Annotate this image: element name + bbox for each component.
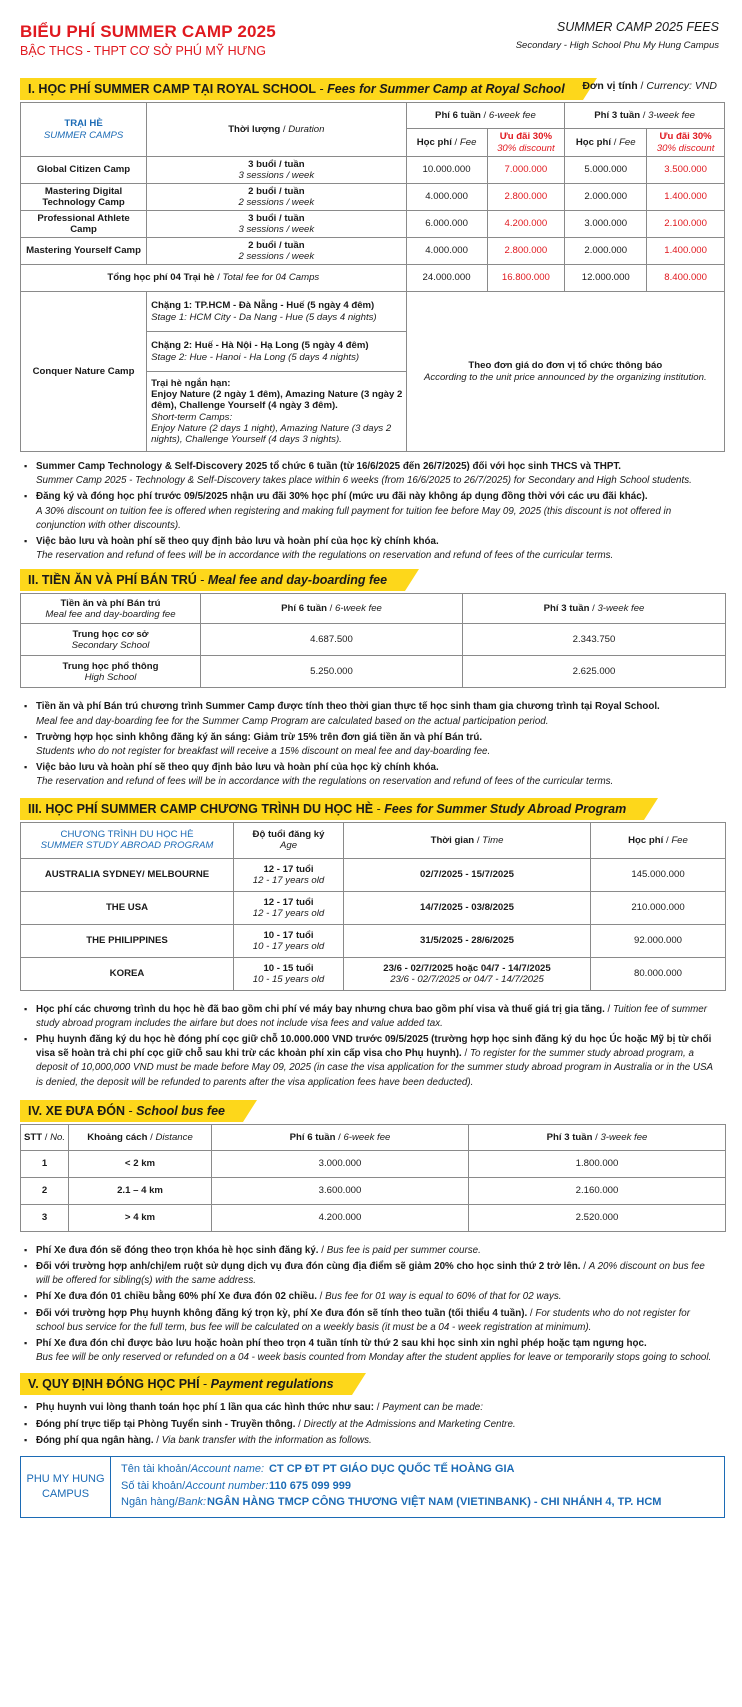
- discount-3w: 1.400.000: [647, 238, 725, 265]
- header-fee-6w: Học phí / Fee: [406, 129, 487, 157]
- header-3-week-fee: Phí 3 tuần / 3-week fee: [565, 103, 725, 129]
- camp-duration: 2 buổi / tuần 2 sessions / week: [147, 238, 407, 265]
- fee-3w: 2.000.000: [565, 184, 647, 211]
- header-3-week-fee: Phí 3 tuần / 3-week fee: [469, 1124, 726, 1150]
- section-5-notes: [20, 1397, 725, 1448]
- fee-6w: 4.000.000: [406, 184, 487, 211]
- list-item: ▪ Đối với trường hợp anh/chị/em ruột sử dụng dịch vụ đưa đón cùng địa điểm sẽ giảm 20% cho học sinh thứ 2 trở lên. / A 20% discount on bus fee will be offered for sibling(s) with the same address.: [24, 1260, 721, 1288]
- summer-camp-fee-table: [20, 102, 725, 452]
- stage-2: Chặng 2: Huế - Hà Nội - Hạ Long (5 ngày 4 đêm) Stage 2: Hue - Hanoi - Ha Long (5 days 4 nights): [147, 332, 407, 372]
- fee-3w: 5.000.000: [565, 157, 647, 184]
- list-item: ▪ Phí Xe đưa đón sẽ đóng theo trọn khóa hè học sinh đăng ký. / Bus fee is paid per summer course.: [24, 1244, 721, 1258]
- bank-info-box: [20, 1456, 725, 1518]
- table-row: [21, 157, 725, 184]
- table-row: 1 < 2 km 3.000.000 1.800.000: [21, 1150, 726, 1177]
- header-summer-camps: TRẠI HÈ SUMMER CAMPS: [21, 103, 147, 157]
- camp-duration: 3 buổi / tuần 3 sessions / week: [147, 157, 407, 184]
- camp-name: Mastering Digital Technology Camp: [21, 184, 147, 211]
- discount-3w: 2.100.000: [647, 211, 725, 238]
- total-discount-3w: 8.400.000: [647, 265, 725, 292]
- total-row: [21, 265, 725, 292]
- camp-duration: 2 buổi / tuần 2 sessions / week: [147, 184, 407, 211]
- list-item: ▪ Đăng ký và đóng học phí trước 09/5/2025 nhận ưu đãi 30% học phí (mức ưu đãi này không áp dụng đồng thời với các ưu đãi khác). A 30% discount on tuition fee is offered when registering and making full payment for tuition fee before May 09, 2025 (this discount is not offered in conjunction with other discounts).: [24, 490, 721, 533]
- header-fee: Học phí / Fee: [591, 822, 726, 858]
- table-row: Trung học cơ sở Secondary School 4.687.500 2.343.750: [21, 624, 726, 656]
- list-item: ▪ Đối với trường hợp Phụ huynh không đăng ký trọn kỳ, phí Xe đưa đón sẽ tính theo tuần (tối thiểu 4 tuần). / For students who do not register for school bus service for the full term, bus fee will be calculated on a weekly basis (it must be a 04 - week registration at minimum).: [24, 1307, 721, 1335]
- table-row: [21, 184, 725, 211]
- document-title: BIỂU PHÍ SUMMER CAMP 2025: [20, 22, 276, 41]
- document-title-en: SUMMER CAMP 2025 FEES: [556, 20, 719, 34]
- header-distance: Khoảng cách / Distance: [69, 1124, 212, 1150]
- list-item: ▪ Tiền ăn và phí Bán trú chương trình Summer Camp được tính theo thời gian thực tế học sinh tham gia chương trình tại Royal School. Meal fee and day-boarding fee for the Summer Camp Program are calculated based on the actual participation period.: [24, 700, 721, 728]
- table-row: KOREA 10 - 15 tuổi 10 - 15 years old 23/6 - 02/7/2025 hoặc 04/7 - 14/7/2025 23/6 - 02/7/2025 or 04/7 - 14/7/2025 80.000.000: [21, 957, 726, 990]
- total-discount-6w: 16.800.000: [487, 265, 565, 292]
- header-6-week-fee: Phí 6 tuần / 6-week fee: [406, 103, 565, 129]
- header-no: STT / No.: [21, 1124, 69, 1150]
- camp-name: Professional Athlete Camp: [21, 211, 147, 238]
- account-name-row: Tên tài khoản/Account name: CT CP ĐT PT GIÁO DỤC QUỐC TẾ HOÀNG GIA: [121, 1461, 714, 1478]
- fee-6w: 6.000.000: [406, 211, 487, 238]
- meal-fee-table: [20, 593, 726, 688]
- section-4-notes: [20, 1236, 725, 1366]
- document-subtitle-en: Secondary - High School Phu My Hung Campus: [515, 40, 719, 51]
- section-1-heading: I. HỌC PHÍ SUMMER CAMP TẠI ROYAL SCHOOL - Fees for Summer Camp at Royal School Đơn vị tính / Currency: VND: [20, 78, 725, 100]
- camp-name: Global Citizen Camp: [21, 157, 147, 184]
- header-duration: Thời lượng / Duration: [147, 103, 407, 157]
- list-item: ▪ Việc bảo lưu và hoàn phí sẽ theo quy định bảo lưu và hoàn phí của học kỳ chính khóa. The reservation and refund of fees will be in accordance with the regulations on reservation and refund of fees of the curricular terms.: [24, 761, 721, 789]
- total-fee-3w: 12.000.000: [565, 265, 647, 292]
- currency-unit: Đơn vị tính / Currency: VND: [582, 80, 717, 92]
- bank-row: Ngân hàng/Bank: NGÂN HÀNG TMCP CÔNG THƯƠNG VIỆT NAM (VIETINBANK) - CHI NHÁNH 4, TP. HCM: [121, 1494, 714, 1511]
- header-program: CHƯƠNG TRÌNH DU HỌC HÈ SUMMER STUDY ABROAD PROGRAM: [21, 822, 234, 858]
- fee-document: [20, 0, 725, 1518]
- table-row: THE PHILIPPINES 10 - 17 tuổi 10 - 17 years old 31/5/2025 - 28/6/2025 92.000.000: [21, 924, 726, 957]
- header-discount-6w: Ưu đãi 30% 30% discount: [487, 129, 565, 157]
- list-item: ▪ Phí Xe đưa đón chỉ được bảo lưu hoặc hoàn phí theo trọn 4 tuần tính từ thứ 2 sau khi học sinh xin nghỉ phép hoặc tạm ngưng học. Bus fee will be only reserved or refunded on a 04 - week basis counted from Monday after the student applies for leave or temporarily stops going to school.: [24, 1337, 721, 1365]
- camp-name: Mastering Yourself Camp: [21, 238, 147, 265]
- campus-name: PHU MY HUNG CAMPUS: [21, 1457, 111, 1517]
- total-fee-6w: 24.000.000: [406, 265, 487, 292]
- header-age: Độ tuổi đăng ký Age: [234, 822, 344, 858]
- discount-6w: 2.800.000: [487, 184, 565, 211]
- discount-6w: 2.800.000: [487, 238, 565, 265]
- header-meal-fee: Tiền ăn và phí Bán trú Meal fee and day-boarding fee: [21, 594, 201, 624]
- list-item: ▪ Phụ huynh đăng ký du học hè đóng phí cọc giữ chỗ 10.000.000 VND trước 09/5/2025 (trường hợp học sinh đăng ký du học Úc hoặc Mỹ bị từ chối visa sẽ hoàn trả chi phí cọc giữ chỗ sau khi trừ các khoản phí xin cấp visa cho Phụ huynh). / To register for the summer study abroad program, a deposit of 10,000,000 VND must be made before May 09, 2025 (in case the visa application for the summer study abroad program in Australia or in the USA is denied, the deposit will be refunded to parents after the visa application fees have been deducted).: [24, 1033, 721, 1090]
- study-abroad-fee-table: [20, 822, 726, 991]
- section-2-heading: II. TIỀN ĂN VÀ PHÍ BÁN TRÚ - Meal fee and day-boarding fee: [20, 569, 725, 591]
- fee-6w: 10.000.000: [406, 157, 487, 184]
- discount-6w: 4.200.000: [487, 211, 565, 238]
- conquer-nature-price: Theo đơn giá do đơn vị tổ chức thông báo According to the unit price announced by the organizing institution.: [406, 292, 724, 452]
- section-4-heading: IV. XE ĐƯA ĐÓN - School bus fee: [20, 1100, 725, 1122]
- fee-3w: 3.000.000: [565, 211, 647, 238]
- table-row: [21, 211, 725, 238]
- document-subtitle: BẬC THCS - THPT CƠ SỞ PHÚ MỸ HƯNG: [20, 44, 267, 58]
- fee-6w: 4.000.000: [406, 238, 487, 265]
- list-item: ▪ Đóng phí trực tiếp tại Phòng Tuyển sinh - Truyền thông. / Directly at the Admissions and Marketing Centre.: [24, 1418, 721, 1432]
- header-6-week-fee: Phí 6 tuần / 6-week fee: [212, 1124, 469, 1150]
- list-item: ▪ Phí Xe đưa đón 01 chiều bằng 60% phí Xe đưa đón 02 chiều. / Bus fee for 01 way is equal to 60% of that for 02 ways.: [24, 1290, 721, 1304]
- section-1-title-vi: I. HỌC PHÍ SUMMER CAMP TẠI ROYAL SCHOOL: [28, 82, 316, 96]
- account-name[interactable]: CT CP ĐT PT GIÁO DỤC QUỐC TẾ HOÀNG GIA: [269, 1463, 515, 1476]
- list-item: ▪ Học phí các chương trình du học hè đã bao gồm chi phí vé máy bay nhưng chưa bao gồm phí visa và thuế giá trị gia tăng. / Tuition fee of summer study abroad program includes the airfare but does not include visa fees and value added tax.: [24, 1003, 721, 1031]
- account-number-row: Số tài khoản/Account number: 110 675 099 999: [121, 1478, 714, 1495]
- section-2-notes: [20, 692, 725, 789]
- discount-3w: 1.400.000: [647, 184, 725, 211]
- table-row: 3 > 4 km 4.200.000 2.520.000: [21, 1204, 726, 1231]
- table-row: AUSTRALIA SYDNEY/ MELBOURNE 12 - 17 tuổi 12 - 17 years old 02/7/2025 - 15/7/2025 145.000.000: [21, 858, 726, 891]
- header-fee-3w: Học phí / Fee: [565, 129, 647, 157]
- document-header: [20, 0, 725, 78]
- section-5-heading: V. QUY ĐỊNH ĐÓNG HỌC PHÍ - Payment regulations: [20, 1373, 725, 1395]
- bus-fee-table: [20, 1124, 726, 1232]
- table-row: [21, 238, 725, 265]
- total-label: Tổng học phí 04 Trại hè / Total fee for 04 Camps: [21, 265, 407, 292]
- table-row: THE USA 12 - 17 tuổi 12 - 17 years old 14/7/2025 - 03/8/2025 210.000.000: [21, 891, 726, 924]
- list-item: ▪ Việc bảo lưu và hoàn phí sẽ theo quy định bảo lưu và hoàn phí của học kỳ chính khóa. The reservation and refund of fees will be in accordance with the regulations on reservation and refund of fees of the curricular terms.: [24, 535, 721, 563]
- conquer-nature-camp-name: Conquer Nature Camp: [21, 292, 147, 452]
- section-3-heading: III. HỌC PHÍ SUMMER CAMP CHƯƠNG TRÌNH DU HỌC HÈ - Fees for Summer Study Abroad Program: [20, 798, 725, 820]
- bank-name[interactable]: NGÂN HÀNG TMCP CÔNG THƯƠNG VIỆT NAM (VIETINBANK) - CHI NHÁNH 4, TP. HCM: [207, 1496, 662, 1509]
- fee-3w: 2.000.000: [565, 238, 647, 265]
- header-discount-3w: Ưu đãi 30% 30% discount: [647, 129, 725, 157]
- section-1-title-en: Fees for Summer Camp at Royal School: [327, 82, 565, 96]
- table-row: 2 2.1 – 4 km 3.600.000 2.160.000: [21, 1177, 726, 1204]
- camp-duration: 3 buổi / tuần 3 sessions / week: [147, 211, 407, 238]
- section-1-notes: [20, 452, 725, 563]
- short-term-camps: Trại hè ngắn hạn: Enjoy Nature (2 ngày 1 đêm), Amazing Nature (3 ngày 2 đêm), Challenge Yourself (4 ngày 3 đêm). Short-term Camps: Enjoy Nature (2 days 1 night), Amazing Nature (3 days 2 nights), Challenge Yourself (4 days 3 nights).: [147, 372, 407, 452]
- list-item: ▪ Trường hợp học sinh không đăng ký ăn sáng: Giảm trừ 15% trên đơn giá tiền ăn và phí Bán trú. Students who do not register for breakfast will receive a 15% discount on meal fee and day-boarding fee.: [24, 731, 721, 759]
- list-item: ▪ Đóng phí qua ngân hàng. / Via bank transfer with the information as follows.: [24, 1434, 721, 1448]
- list-item: ▪ Summer Camp Technology & Self-Discovery 2025 tổ chức 6 tuần (từ 16/6/2025 đến 26/7/2025) đối với học sinh THCS và THPT. Summer Camp 2025 - Technology & Self-Discovery takes place within 6 weeks (from 16/6/2025 to 26/7/2025) for Secondary and High School students.: [24, 460, 721, 488]
- header-6-week-fee: Phí 6 tuần / 6-week fee: [201, 594, 463, 624]
- header-time: Thời gian / Time: [344, 822, 591, 858]
- stage-1: Chặng 1: TP.HCM - Đà Nẵng - Huế (5 ngày 4 đêm) Stage 1: HCM City - Da Nang - Hue (5 days 4 nights): [147, 292, 407, 332]
- header-3-week-fee: Phí 3 tuần / 3-week fee: [463, 594, 726, 624]
- discount-3w: 3.500.000: [647, 157, 725, 184]
- account-number[interactable]: 110 675 099 999: [269, 1479, 351, 1492]
- table-row: Trung học phổ thông High School 5.250.000 2.625.000: [21, 656, 726, 688]
- discount-6w: 7.000.000: [487, 157, 565, 184]
- section-3-notes: [20, 995, 725, 1090]
- list-item: ▪ Phụ huynh vui lòng thanh toán học phí 1 lần qua các hình thức như sau: / Payment can be made:: [24, 1401, 721, 1415]
